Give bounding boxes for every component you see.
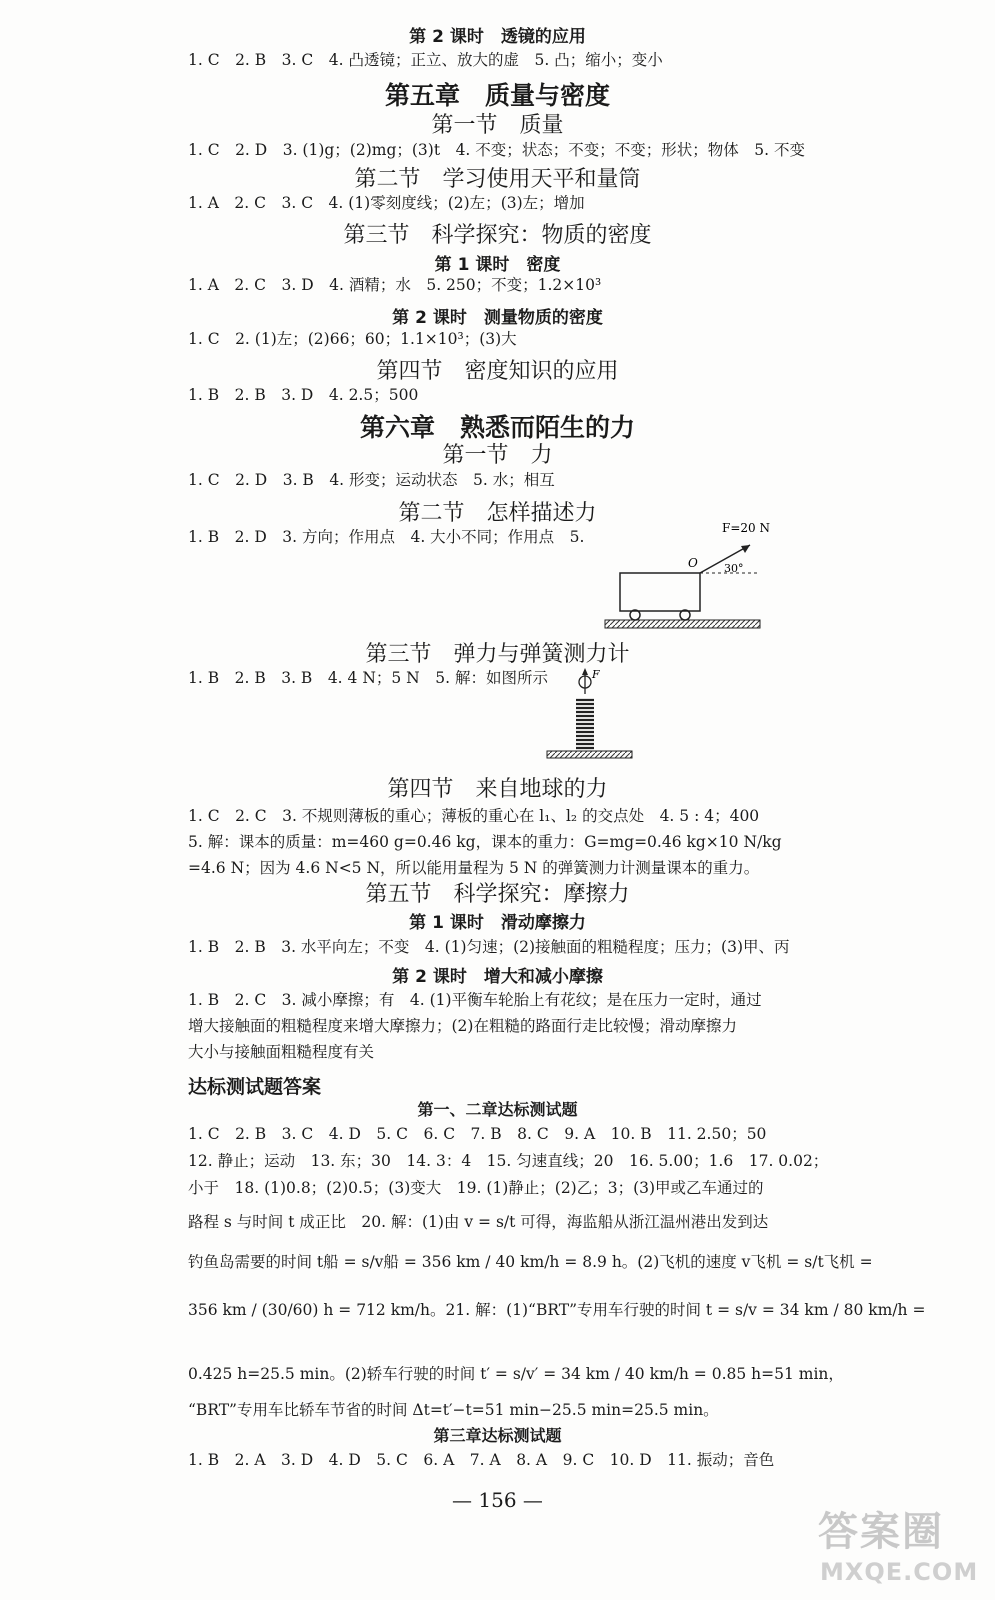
section-heading: 第三节 弹力与弹簧测力计 [365,642,630,667]
answer-line: 1. C 2. (1)左；(2)66；60；1.1×10³；(3)大 [188,330,517,348]
test12-line: 12. 静止；运动 13. 东；30 14. 3：4 15. 匀速直线；20 16. 5.00；1.6 17. 0.02； [188,1152,829,1170]
section-heading: 第 2 课时 增大和减小摩擦 [392,967,603,987]
answer-line: 1. B 2. B 3. B 4. 4 N；5 N 5. 解：如图所示 [188,669,548,687]
watermark-url: MXQE.COM [820,1558,979,1586]
section-heading: 第 2 课时 透镜的应用 [409,27,586,47]
section-heading: 第 1 课时 滑动摩擦力 [409,913,586,933]
test3-line: 1. B 2. A 3. D 4. D 5. C 6. A 7. A 8. A 9. C 10. D 11. 振动；音色 [188,1451,775,1469]
section4-line: 5. 解：课本的质量：m=460 g=0.46 kg，课本的重力：G=mg=0.46 kg×10 N/kg [188,833,782,851]
test12-line: 钓鱼岛需要的时间 t船 = s/v船 = 356 km / 40 km/h = 8.9 h。(2)飞机的速度 v飞机 = s/t飞机 = [188,1253,873,1271]
answer-line: 1. C 2. D 3. (1)g；(2)mg；(3)t 4. 不变；状态；不变；不变；形状；物体 5. 不变 [188,141,806,159]
test3-title: 第三章达标测试题 [433,1426,562,1445]
section-heading: 第一节 质量 [431,113,564,138]
friction-line: 1. B 2. C 3. 减小摩擦；有 4. (1)平衡车轮胎上有花纹；是在压力一定时，通过 [188,991,762,1009]
test12-line: 小于 18. (1)0.8；(2)0.5；(3)变大 19. (1)静止；(2)乙；3；(3)甲或乙车通过的 [188,1179,764,1197]
test12-line: 路程 s 与时间 t 成正比 20. 解：(1)由 v = s/t 可得，海监船从浙江温州港出发到达 [188,1213,769,1231]
friction-line: 大小与接触面粗糙程度有关 [188,1043,375,1061]
spring-coil [576,700,594,748]
section-heading: 第二节 学习使用天平和量筒 [354,167,641,192]
answer-line: 1. A 2. C 3. D 4. 酒精；水 5. 250；不变；1.2×10³ [188,276,602,294]
test12-line: 0.425 h=25.5 min。(2)轿车行驶的时间 t′ = s/v′ = 34 km / 40 km/h = 0.85 h=51 min， [188,1365,844,1383]
answer-line: 1. C 2. B 3. C 4. 凸透镜；正立、放大的虚 5. 凸；缩小；变小 [188,51,663,69]
force-label: F [592,668,600,681]
section-heading: 第四节 来自地球的力 [387,777,608,802]
test12-line: “BRT”专用车比轿车节省的时间 Δt=t′−t=51 min−25.5 min=25.5 min。 [188,1401,719,1419]
cart-force-diagram [600,520,775,635]
answer-line: 1. B 2. B 3. 水平向左；不变 4. (1)匀速；(2)接触面的粗糙程度；压力；(3)甲、丙 [188,938,790,956]
section-heading: 第 2 课时 测量物质的密度 [392,308,603,328]
section-heading: 第六章 熟悉而陌生的力 [359,413,635,442]
section4-line: =4.6 N；因为 4.6 N<5 N，所以能用量程为 5 N 的弹簧测力计测量课本的重力。 [188,859,760,877]
test12-title: 第一、二章达标测试题 [417,1100,578,1119]
section-heading: 第一节 力 [442,443,553,468]
test12-line: 1. C 2. B 3. C 4. D 5. C 6. C 7. B 8. C 9. A 10. B 11. 2.50；50 [188,1125,767,1143]
section-heading: 第二节 怎样描述力 [398,501,597,526]
ground [547,751,632,758]
ground [605,620,760,628]
test-answers-heading: 达标测试题答案 [188,1076,322,1098]
section4-line: 1. C 2. C 3. 不规则薄板的重心；薄板的重心在 l₁、l₂ 的交点处 4. 5 : 4；400 [188,807,760,825]
section-heading: 第五节 科学探究：摩擦力 [365,882,630,907]
test12-line: 356 km / (30/60) h = 712 km/h。21. 解：(1)“BRT”专用车行驶的时间 t = s/v = 34 km / 80 km/h = [188,1301,926,1319]
page-number: — 156 — [452,1488,543,1512]
friction-line: 增大接触面的粗糙程度来增大摩擦力；(2)在粗糙的路面行走比较慢；滑动摩擦力 [188,1017,737,1035]
point-label: O [688,556,698,570]
answer-line: 1. B 2. D 3. 方向；作用点 4. 大小不同；作用点 5. [188,528,585,546]
angle-label: 30° [724,562,744,575]
arrow-head [582,668,588,675]
spring-force-diagram [545,668,640,768]
section-heading: 第四节 密度知识的应用 [376,359,619,384]
answer-line: 1. B 2. B 3. D 4. 2.5；500 [188,386,419,404]
section-heading: 第 1 课时 密度 [434,255,561,275]
section-heading: 第五章 质量与密度 [384,81,610,110]
answer-line: 1. C 2. D 3. B 4. 形变；运动状态 5. 水；相互 [188,471,555,489]
cart-body [620,573,700,611]
section-heading: 第三节 科学探究：物质的密度 [343,223,652,248]
force-label: F=20 N [722,521,770,535]
watermark-logo: 答案圈 [818,1509,944,1555]
answer-line: 1. A 2. C 3. C 4. (1)零刻度线；(2)左；(3)左；增加 [188,194,585,212]
